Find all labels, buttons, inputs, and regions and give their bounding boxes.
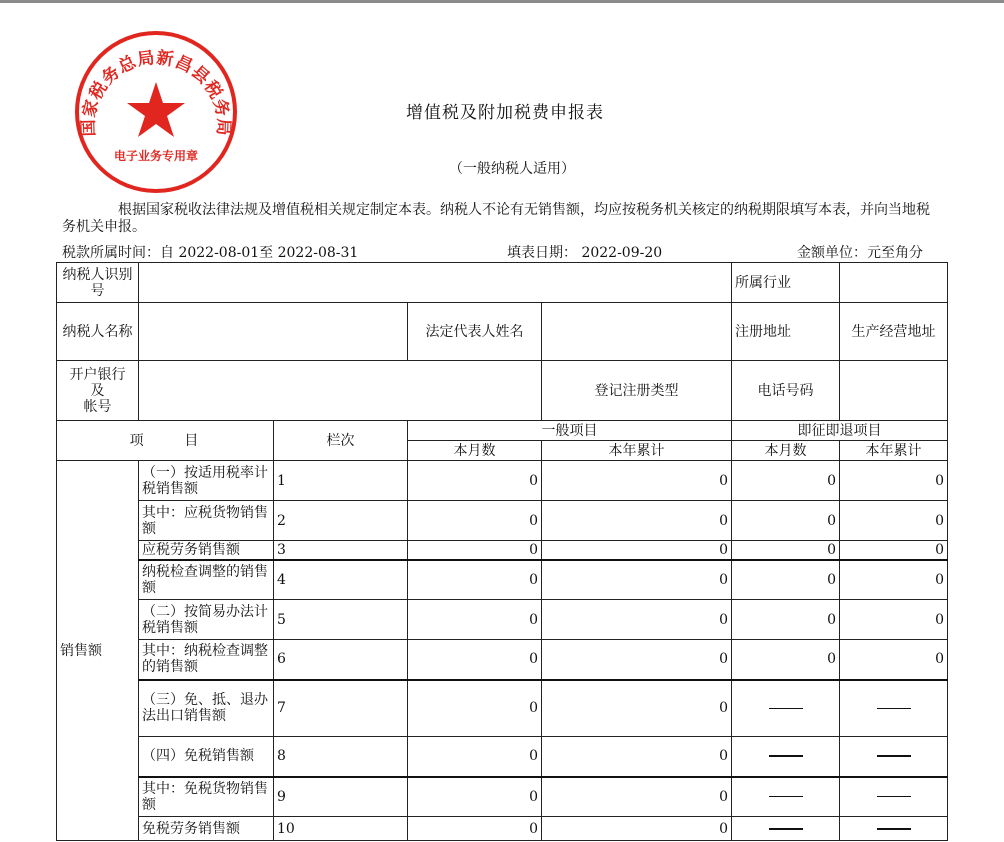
form-subtitle: （一般纳税人适用）: [449, 161, 575, 177]
header-immediate-refund: 即征即退项目: [732, 421, 948, 441]
immediate-month-na: [732, 777, 840, 817]
item-label: 其中：纳税检查调整的销售额: [139, 640, 274, 680]
header-general: 一般项目: [408, 421, 732, 441]
item-label: （二）按简易办法计税销售额: [139, 600, 274, 640]
form-title: 增值税及附加税费申报表: [406, 103, 604, 123]
dash-mark: [769, 755, 803, 757]
bank-account-label: 开户银行 及 帐号: [57, 361, 139, 421]
immediate-ytd-na: [840, 817, 948, 841]
dash-mark: [877, 755, 911, 757]
line-no: 7: [274, 680, 408, 737]
reg-address-label: 注册地址: [732, 303, 840, 361]
top-border: [0, 0, 1004, 3]
taxpayer-id-value: [139, 263, 732, 303]
general-ytd-cell: 0: [542, 501, 732, 541]
taxpayer-name-value: [139, 303, 408, 361]
declaration-table: [56, 262, 948, 841]
phone-value: [840, 361, 948, 421]
immediate-ytd-cell: 0: [840, 560, 948, 600]
general-month-cell: 0: [408, 560, 542, 600]
dash-mark: [877, 708, 911, 709]
intro-paragraph: 根据国家税收法律法规及增值税相关规定制定本表。纳税人不论有无销售额，均应按税务机关核定的纳税期限填写本表，并向当地税务机关申报。: [62, 202, 930, 235]
immediate-ytd-cell: 0: [840, 501, 948, 541]
dash-mark: [769, 708, 803, 709]
general-month-cell: 0: [408, 501, 542, 541]
dash-mark: [769, 828, 803, 830]
biz-address-label: 生产经营地址: [840, 303, 948, 361]
dash-mark: [877, 796, 911, 797]
general-month-cell: 0: [408, 541, 542, 560]
general-month-cell: 0: [408, 600, 542, 640]
item-label: 免税劳务销售额: [139, 817, 274, 841]
immediate-ytd-na: [840, 680, 948, 737]
bank-account-value: [139, 361, 542, 421]
svg-text:电子业务专用章: 电子业务专用章: [113, 149, 199, 163]
immediate-ytd-cell: 0: [840, 541, 948, 560]
industry-label: 所属行业: [732, 263, 840, 303]
header-immediate-month: 本月数: [732, 441, 840, 461]
general-ytd-cell: 0: [542, 777, 732, 817]
immediate-ytd-na: [840, 777, 948, 817]
general-month-cell: 0: [408, 461, 542, 501]
line-no: 4: [274, 560, 408, 600]
immediate-month-cell: 0: [732, 501, 840, 541]
legal-rep-value: [542, 303, 732, 361]
line-no: 3: [274, 541, 408, 560]
line-no: 10: [274, 817, 408, 841]
general-month-cell: 0: [408, 777, 542, 817]
industry-value: [840, 263, 948, 303]
header-immediate-ytd: 本年累计: [840, 441, 948, 461]
immediate-month-na: [732, 737, 840, 777]
general-month-cell: 0: [408, 817, 542, 841]
dash-mark: [877, 828, 911, 830]
general-ytd-cell: 0: [542, 817, 732, 841]
immediate-ytd-cell: 0: [840, 461, 948, 501]
item-label: 其中：免税货物销售额: [139, 777, 274, 817]
immediate-month-cell: 0: [732, 560, 840, 600]
immediate-month-cell: 0: [732, 461, 840, 501]
header-item: 项 目: [57, 421, 274, 461]
line-no: 9: [274, 777, 408, 817]
immediate-month-na: [732, 680, 840, 737]
legal-rep-label: 法定代表人姓名: [408, 303, 542, 361]
header-general-month: 本月数: [408, 441, 542, 461]
line-no: 1: [274, 461, 408, 501]
immediate-month-na: [732, 817, 840, 841]
item-label: （四）免税销售额: [139, 737, 274, 777]
section-sales-label: 销售额: [57, 461, 139, 841]
line-no: 2: [274, 501, 408, 541]
fill-date: 填表日期： 2022-09-20: [507, 245, 663, 261]
immediate-ytd-na: [840, 737, 948, 777]
item-label: 其中：应税货物销售额: [139, 501, 274, 541]
general-ytd-cell: 0: [542, 461, 732, 501]
tax-period: 税款所属时间：自 2022-08-01至 2022-08-31: [62, 245, 359, 261]
immediate-ytd-cell: 0: [840, 640, 948, 680]
immediate-month-cell: 0: [732, 541, 840, 560]
dash-mark: [769, 796, 803, 797]
amount-unit: 金额单位：元至角分: [797, 245, 923, 261]
item-label: （一）按适用税率计税销售额: [139, 461, 274, 501]
general-ytd-cell: 0: [542, 737, 732, 777]
item-label: （三）免、抵、退办法出口销售额: [139, 680, 274, 737]
line-no: 5: [274, 600, 408, 640]
general-ytd-cell: 0: [542, 640, 732, 680]
general-month-cell: 0: [408, 737, 542, 777]
header-column-no: 栏次: [274, 421, 408, 461]
taxpayer-name-label: 纳税人名称: [57, 303, 139, 361]
taxpayer-id-label: 纳税人识别号: [57, 263, 139, 303]
item-label: 纳税检查调整的销售额: [139, 560, 274, 600]
header-general-ytd: 本年累计: [542, 441, 732, 461]
immediate-month-cell: 0: [732, 600, 840, 640]
line-no: 8: [274, 737, 408, 777]
general-month-cell: 0: [408, 640, 542, 680]
svg-text:国家税务总局新昌县税务局: 国家税务总局新昌县税务局: [78, 48, 234, 137]
immediate-ytd-cell: 0: [840, 600, 948, 640]
reg-type-label: 登记注册类型: [542, 361, 732, 421]
general-ytd-cell: 0: [542, 541, 732, 560]
general-ytd-cell: 0: [542, 560, 732, 600]
line-no: 6: [274, 640, 408, 680]
phone-label: 电话号码: [732, 361, 840, 421]
general-ytd-cell: 0: [542, 600, 732, 640]
general-month-cell: 0: [408, 680, 542, 737]
item-label: 应税劳务销售额: [139, 541, 274, 560]
immediate-month-cell: 0: [732, 640, 840, 680]
general-ytd-cell: 0: [542, 680, 732, 737]
